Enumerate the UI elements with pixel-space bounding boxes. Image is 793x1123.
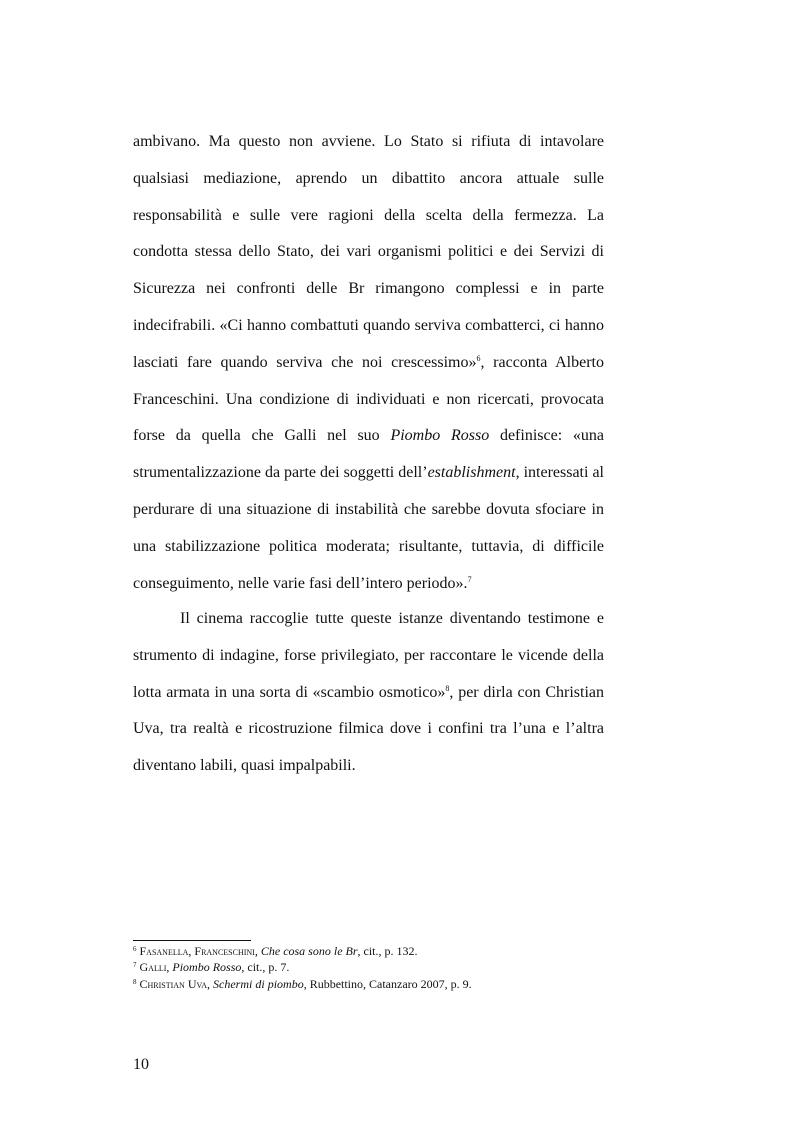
book-title-italic: Piombo Rosso xyxy=(390,427,490,445)
footnote-title: Piombo Rosso xyxy=(172,960,242,975)
footnote-separator xyxy=(133,940,251,941)
footnote-author: Fasanella, Franceschini xyxy=(139,944,255,958)
footnote-citation: , cit., p. 7. xyxy=(241,960,290,975)
page-number: 10 xyxy=(133,1056,149,1073)
paragraph-text: Il cinema raccoglie tutte queste istanze diventando testimone e strumento di indagine, forse privilegiato, per raccontare le vicende della lotta armata in una sorta di «scambio osmotico» xyxy=(133,610,604,701)
footnote-citation: , Rubbettino, Catanzaro 2007, p. 9. xyxy=(303,976,472,991)
paragraph-text: ambivano. Ma questo non avviene. Lo Stato si rifiuta di intavolare qualsiasi mediazione, aprendo un dibattito ancora attuale sulle responsabilità e sulle vere ragioni della scelta della fermezza. La condotta stessa dello Stato, dei vari organismi politici e dei Servizi di Sicurezza nei confronti delle Br rimangono complessi e in parte indecifrabili. «Ci hanno combattuti quando serviva combatterci, ci hanno lasciati fare quando serviva che noi crescessimo» xyxy=(133,133,604,371)
footnote-ref-7: 7 xyxy=(467,574,472,584)
paragraph-text: definisce: «una strumentalizzazione da parte dei soggetti dell’ xyxy=(133,427,605,482)
footnote-number: 7 xyxy=(133,961,137,970)
body-paragraph-2 xyxy=(133,601,604,785)
footnote-author: Christian Uva xyxy=(139,976,208,991)
footnote-8: $^8$ Christian Uva, Schermi di piombo, Rubbettino, Catanzaro 2007, p. 9. xyxy=(133,976,472,991)
footnote-ref-6: 6 xyxy=(476,353,481,363)
body-paragraph-1 xyxy=(133,124,604,602)
footnote-title: Che cosa sono le Br xyxy=(260,944,358,958)
footnote-citation: , cit., p. 132. xyxy=(357,944,418,958)
footnote-7: $^7$ Galli, Piombo Rosso, cit., p. 7. xyxy=(133,960,290,975)
paragraph-text: , per dirla con Christian Uva, tra realtà e ricostruzione filmica dove i confini tra l’una e l’altra diventano labili, quasi impalpabili. xyxy=(133,683,605,775)
footnote-number: 6 xyxy=(133,945,137,953)
footnote-title: Schermi di piombo xyxy=(213,976,304,991)
footnote-number: 8 xyxy=(133,977,137,986)
footnote-6: $^6$ Fasanella, Franceschini, Che cosa sono le Br, cit., p. 132. xyxy=(133,944,418,958)
paragraph-text: , racconta Alberto Franceschini. Una condizione di individuati e non ricercati, provocata forse da quella che Galli nel suo xyxy=(133,353,605,445)
footnotes xyxy=(133,943,604,992)
footnote-ref-8: 8 xyxy=(445,683,450,693)
footnote-author: Galli xyxy=(139,960,167,975)
term-italic: establishment xyxy=(427,464,516,482)
paragraph-text: , interessati al perdurare di una situazione di instabilità che sarebbe dovuta sfociare in una stabilizzazione politica moderata; risultante, tuttavia, di difficile conseguimento, nelle varie fasi dell’intero periodo». xyxy=(133,464,605,592)
